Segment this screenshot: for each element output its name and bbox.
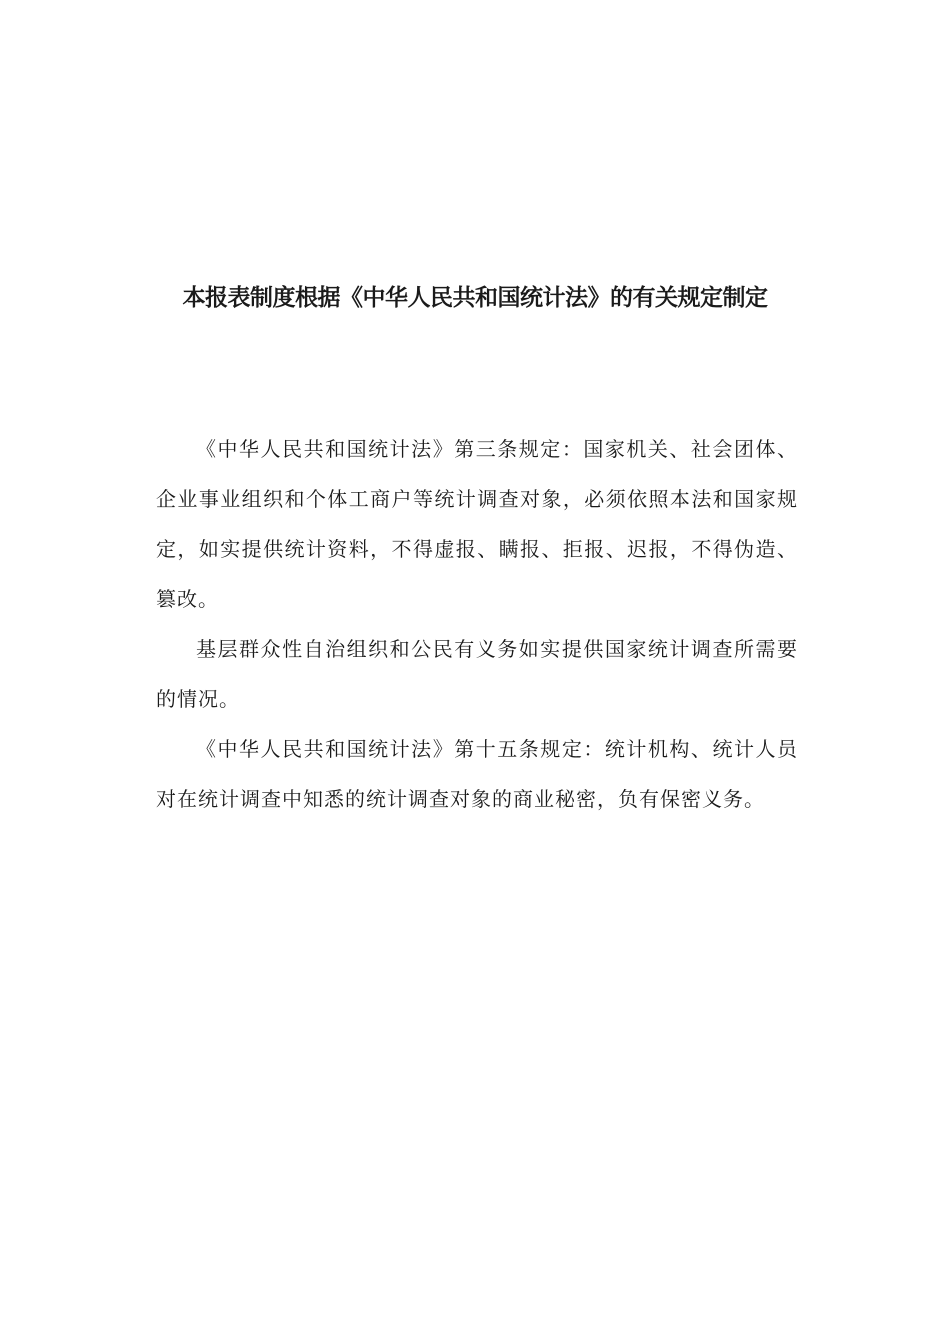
paragraph-article-15: 《中华人民共和国统计法》第十五条规定：统计机构、统计人员对在统计调查中知悉的统计调查对象的商业秘密，负有保密义务。 — [156, 737, 798, 811]
document-body — [156, 424, 798, 824]
paragraph-citizen-duty: 基层群众性自治组织和公民有义务如实提供国家统计调查所需要的情况。 — [156, 637, 798, 711]
paragraph-article-3: 《中华人民共和国统计法》第三条规定：国家机关、社会团体、企业事业组织和个体工商户等统计调查对象，必须依照本法和国家规定，如实提供统计资料，不得虚报、瞒报、拒报、迟报，不得伪造、篡改。 — [156, 437, 798, 611]
document-title: 本报表制度根据《中华人民共和国统计法》的有关规定制定 — [182, 285, 768, 311]
